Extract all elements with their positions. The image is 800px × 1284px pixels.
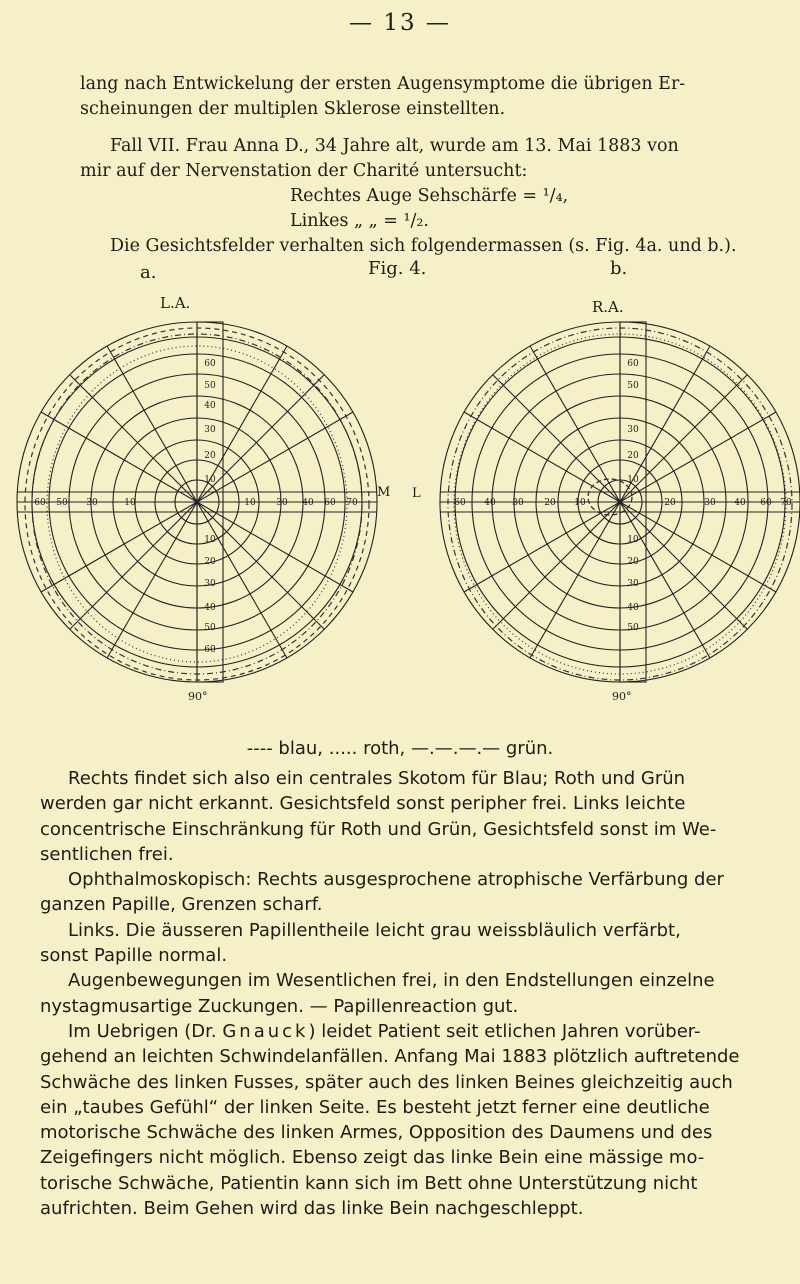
paragraph-line: Zeigefingers nicht möglich. Ebenso zeigt das linke Bein eine mässige mo-	[40, 1147, 705, 1169]
page-number: — 13 —	[349, 10, 451, 36]
case-line-1: Fall VII. Frau Anna D., 34 Jahre alt, wurde am 13. Mai 1883 von	[110, 136, 679, 156]
paragraph-line: Schwäche des linken Fusses, später auch des linken Beines gleichzeitig auch	[40, 1071, 733, 1093]
paragraph-line: motorische Schwäche des linken Armes, Opposition des Daumens und des	[40, 1122, 713, 1144]
tick-label: 50	[627, 623, 639, 633]
text-span: Im Uebrigen (Dr.	[68, 1020, 223, 1042]
case-line-2: mir auf der Nervenstation der Charité untersucht:	[80, 161, 528, 181]
paragraph-line: Augenbewegungen im Wesentlichen frei, in den Endstellungen einzelne	[68, 970, 715, 992]
tick-label: 30	[204, 425, 216, 435]
intro-line-1: lang nach Entwickelung der ersten Augensymptome die übrigen Er-	[80, 74, 686, 94]
tick-label: 30	[512, 498, 524, 508]
tick-label: 70	[346, 498, 358, 508]
paragraph-line: Links. Die äusseren Papillentheile leicht grau weissbläulich verfärbt,	[68, 919, 681, 941]
tick-label: 30	[627, 425, 639, 435]
paragraph-line: Rechts findet sich also ein centrales Skotom für Blau; Roth und Grün	[68, 768, 686, 789]
tick-label: 40	[484, 498, 496, 508]
eye-label-left: L.A.	[160, 294, 191, 312]
tick-label: 20	[664, 498, 676, 508]
tick-label: 70	[780, 498, 792, 508]
tick-label: 40	[302, 498, 314, 508]
text-span: ) leidet Patient seit etlichen Jahren vorüber-	[308, 1020, 701, 1042]
tick-label: 20	[204, 451, 216, 461]
paragraph-line	[40, 1019, 775, 1044]
tick-label: 10	[627, 475, 639, 485]
paragraph-line: concentrische Einschränkung für Roth und Grün, Gesichtsfeld sonst im We-	[40, 818, 717, 840]
tick-label: 20	[627, 557, 639, 567]
paragraph-line: ein „taubes Gefühl“ der linken Seite. Es besteht jetzt ferner eine deutliche	[40, 1096, 710, 1118]
tick-label: 30	[204, 579, 216, 589]
paragraph-line: sentlichen frei.	[40, 843, 174, 865]
paragraph-line: werden gar nicht erkannt. Gesichtsfeld sonst peripher frei. Links leichte	[40, 793, 686, 815]
visual-field-chart-left	[0, 292, 390, 692]
tick-label: 40	[204, 401, 216, 411]
acuity-right: Rechtes Auge Sehschärfe = ¹/₄,	[290, 186, 569, 206]
bottom-label-a: 90°	[188, 690, 208, 703]
tick-label: 60	[760, 498, 772, 508]
body-text	[40, 766, 775, 1221]
tick-label: 50	[56, 498, 68, 508]
paragraph-line: Ophthalmoskopisch: Rechts ausgesprochene atrophische Verfärbung der	[68, 869, 724, 891]
side-label-m: M	[377, 485, 391, 500]
figure-label-a: a.	[140, 262, 157, 283]
tick-label: 50	[204, 623, 216, 633]
tick-label: 30	[627, 579, 639, 589]
tick-label: 60	[204, 645, 216, 655]
tick-label: 60	[204, 359, 216, 369]
bottom-label-b: 90°	[612, 690, 632, 703]
figure-caption: Fig. 4.	[368, 258, 427, 279]
acuity-left: Linkes „ „ = ¹/₂.	[290, 211, 429, 231]
paragraph-line: torische Schwäche, Patientin kann sich im Bett ohne Unterstützung nicht	[40, 1172, 698, 1194]
tick-label: 10	[574, 498, 586, 508]
fields-line: Die Gesichtsfelder verhalten sich folgendermassen (s. Fig. 4a. und b.).	[110, 236, 737, 256]
tick-label: 40	[734, 498, 746, 508]
tick-label: 30	[86, 498, 98, 508]
paragraph-line: sonst Papille normal.	[40, 945, 228, 967]
tick-label: 20	[204, 557, 216, 567]
intro-line-2: scheinungen der multiplen Sklerose einstellten.	[80, 99, 506, 119]
paragraph-line: nystagmusartige Zuckungen. — Papillenreaction gut.	[40, 995, 519, 1017]
tick-label: 10	[244, 498, 256, 508]
tick-label: 60	[34, 498, 46, 508]
figure-label-b: b.	[610, 258, 628, 279]
side-label-l: L	[412, 486, 421, 501]
tick-label: 30	[276, 498, 288, 508]
tick-label: 10	[204, 535, 216, 545]
tick-label: 10	[204, 475, 216, 485]
tick-label: 10	[627, 535, 639, 545]
tick-label: 50	[204, 381, 216, 391]
tick-label: 40	[627, 603, 639, 613]
tick-label: 20	[627, 451, 639, 461]
eye-label-right: R.A.	[592, 298, 624, 316]
tick-label: 50	[627, 381, 639, 391]
tick-label: 60	[454, 498, 466, 508]
paragraph-line: aufrichten. Beim Gehen wird das linke Bein nachgeschleppt.	[40, 1198, 584, 1220]
tick-label: 30	[704, 498, 716, 508]
tick-label: 40	[204, 603, 216, 613]
visual-field-chart-right	[410, 292, 800, 692]
tick-label: 60	[324, 498, 336, 508]
paragraph-line: ganzen Papille, Grenzen scharf.	[40, 894, 323, 916]
figure-legend: ---- blau, ..... roth, —.—.—.— grün.	[246, 738, 554, 759]
paragraph-line: gehend an leichten Schwindelanfällen. Anfang Mai 1883 plötzlich auftretende	[40, 1046, 740, 1068]
tick-label: 20	[544, 498, 556, 508]
tick-label: 10	[124, 498, 136, 508]
tick-label: 60	[627, 359, 639, 369]
doctor-name: Gnauck	[222, 1020, 309, 1042]
